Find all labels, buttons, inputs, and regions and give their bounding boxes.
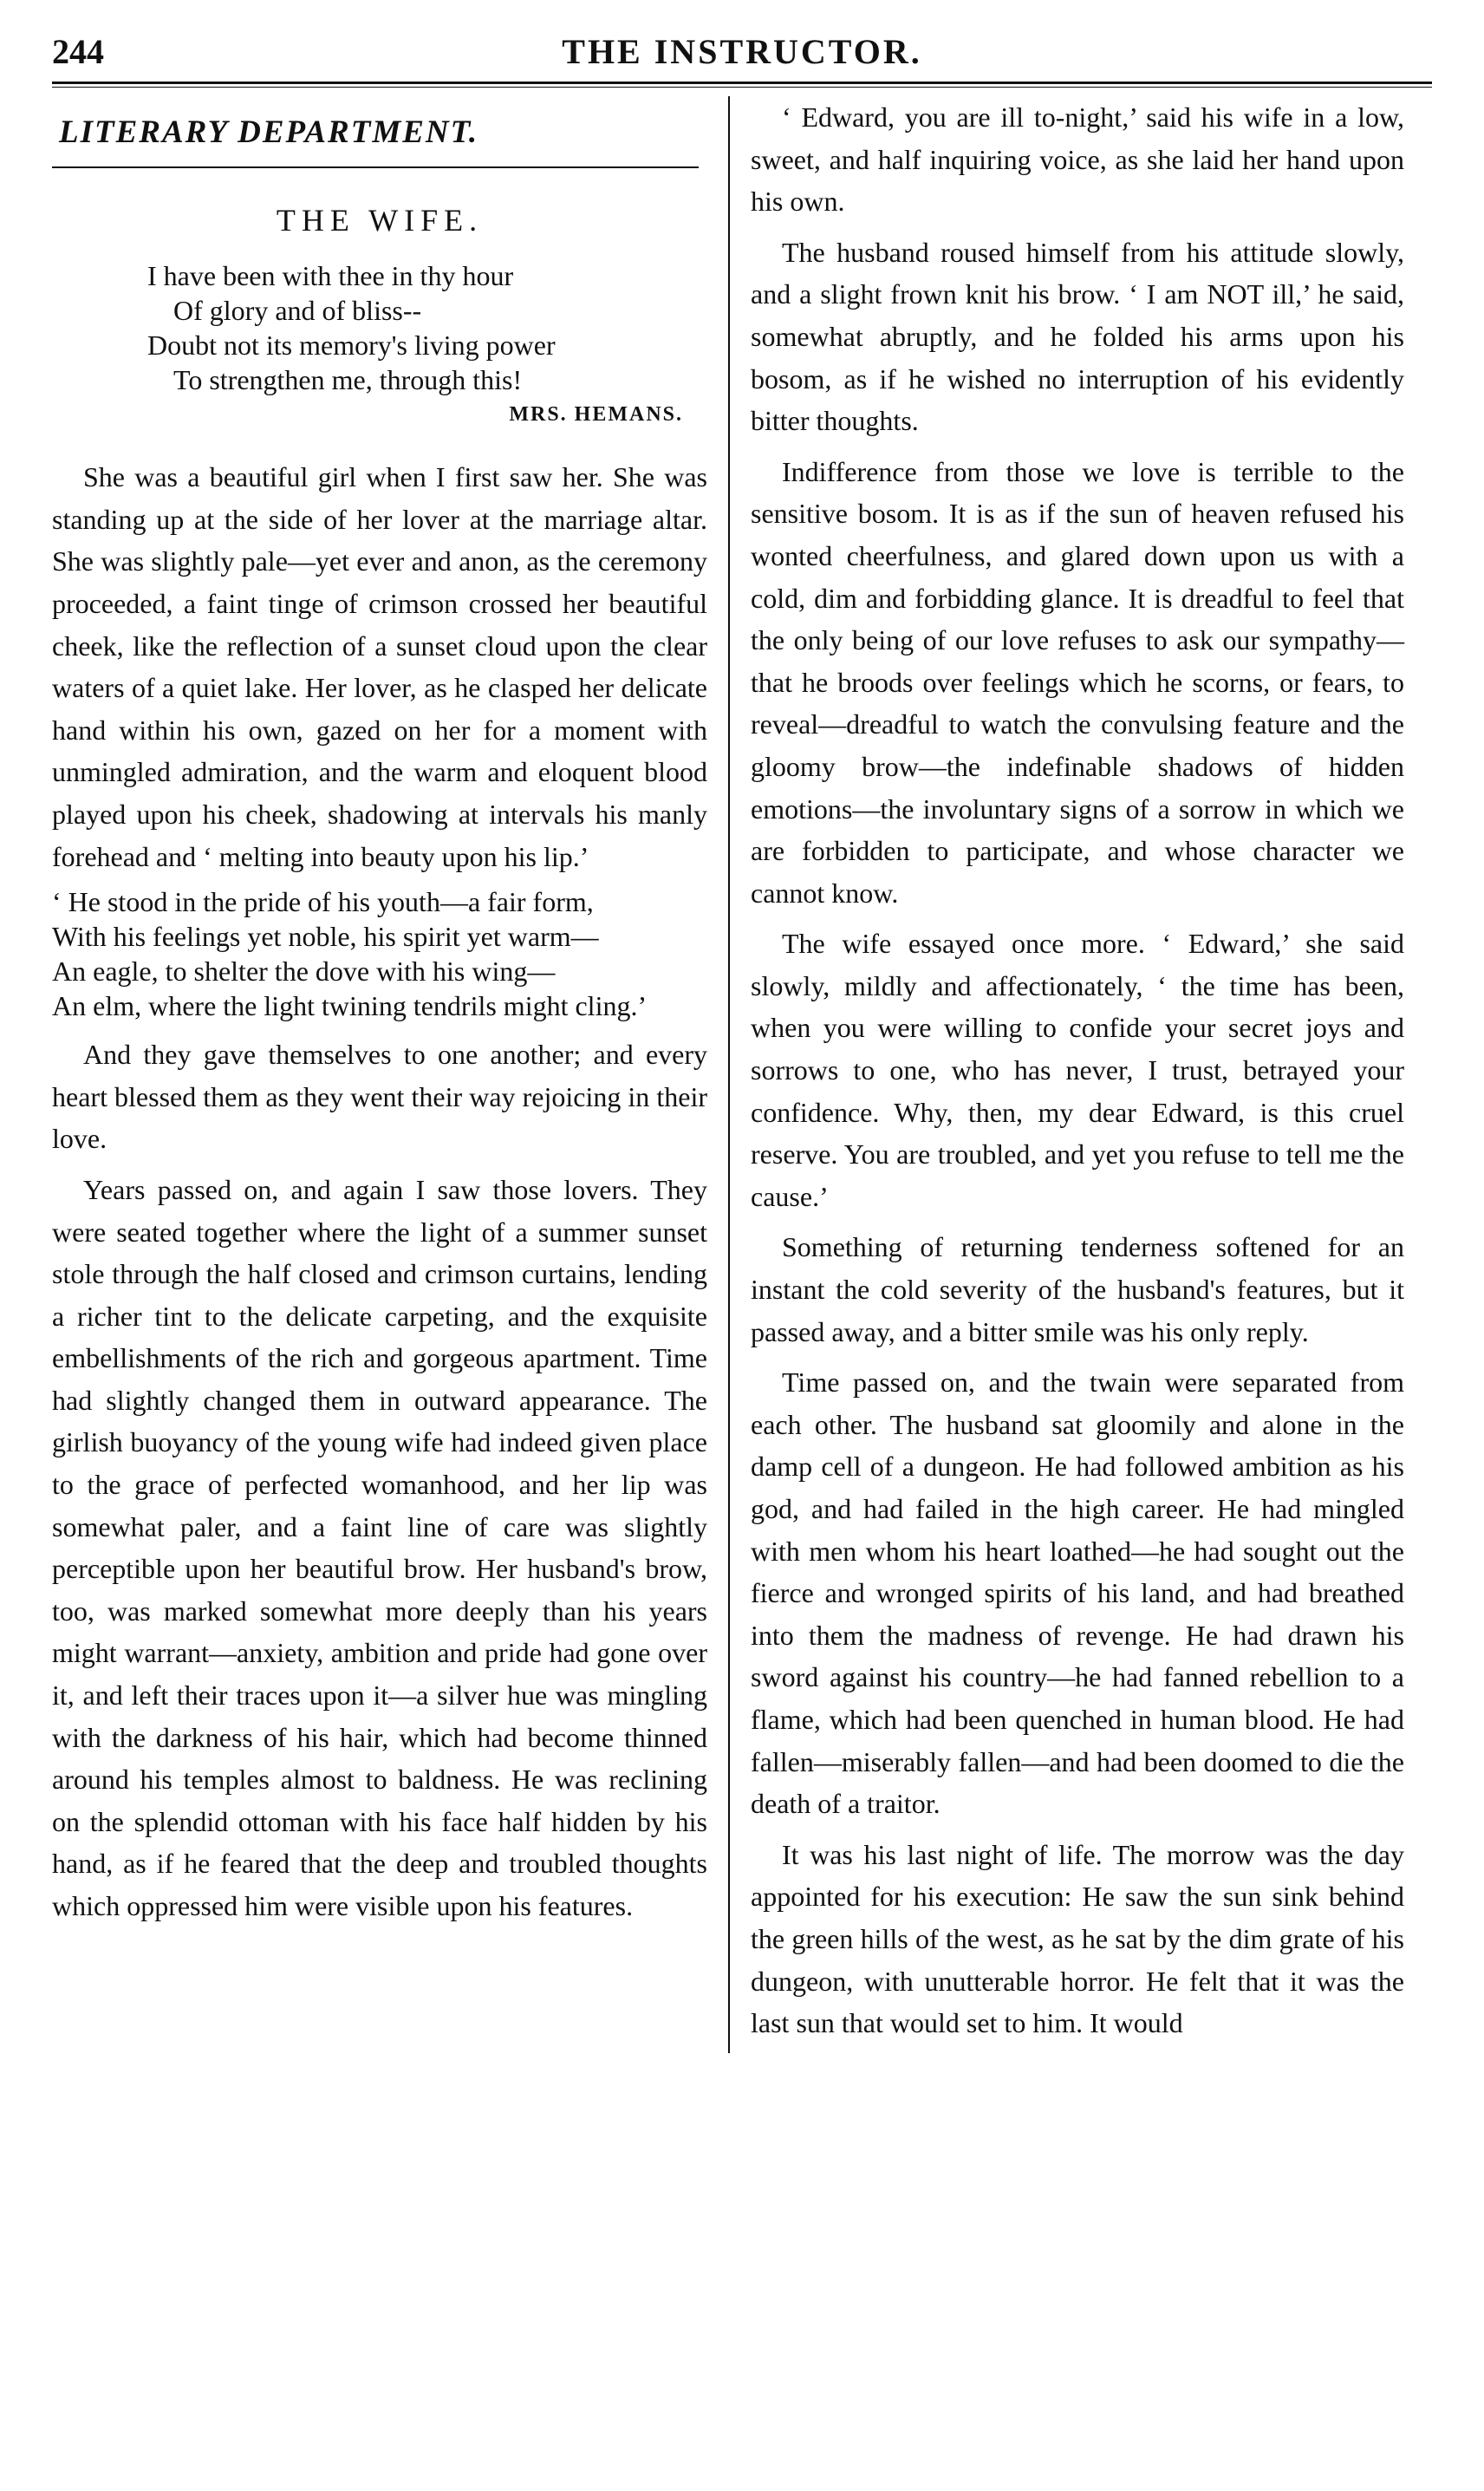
paragraph: Indifference from those we love is terrible to the sensitive bosom. It is as if the sun of heaven refused his wonted cheerfulness, and glared down upon us with a cold, dim and forbidding glance. It is dreadful to feel that the only being of our love refuses to ask our sympathy—that he broods over feelings which he scorns, or fears, to reveal—dreadful to watch the convulsing feature and the gloomy brow—the indefinable shadows of hidden emotions—the involuntary signs of a sorrow in which we are forbidden to participate, and whose character we cannot know. — [751, 455, 1404, 909]
epigraph-line: Of glory and of bliss-- — [173, 295, 422, 327]
paragraph: The wife essayed once more. ‘ Edward,’ she said slowly, mildly and affectionately, ‘ the time has been, when you were willing to confide your secret joys and sorrows to one, who has never, I trust, betrayed your confidence. Why, then, my dear Edward, is this cruel reserve. You are troubled, and yet you refuse to tell me the cause.’ — [751, 928, 1404, 1212]
page-number: 244 — [52, 32, 104, 71]
paragraph: Time passed on, and the twain were separated from each other. The husband sat gloomily and alone in the damp cell of a dungeon. He had followed ambition as his god, and had failed in the high career. He had mingled with men whom his heart loathed—he had sought out the fierce and wronged spirits of his land, and had breathed into them the madness of revenge. He had drawn his sword against his country—he had fanned rebellion to a flame, which had been quenched in human blood. He had fallen—miserably fallen—and had been doomed to die the death of a traitor. — [751, 1366, 1404, 1820]
header-rule — [52, 82, 1432, 88]
right-column — [728, 96, 1404, 2053]
epigraph-line: I have been with thee in thy hour — [147, 260, 514, 292]
paragraph: Something of returning tenderness softened for an instant the cold severity of the husband's features, but it passed away, and a bitter smile was his only reply. — [751, 1231, 1404, 1347]
article-columns — [52, 96, 1432, 2053]
epigraph — [147, 258, 707, 432]
poem-line: An eagle, to shelter the dove with his wing— — [52, 955, 556, 988]
poem-line: ‘ He stood in the pride of his youth—a fair form, — [52, 886, 594, 918]
poem-line: An elm, where the light twining tendrils might cling.’ — [52, 990, 648, 1022]
epigraph-line: Doubt not its memory's living power — [147, 329, 556, 362]
paragraph: The husband roused himself from his attitude slowly, and a slight frown knit his brow. ‘ I am NOT ill,’ he said, somewhat abruptly, and he folded his arms upon his bosom, as if he wished no interruption of his evidently bitter thoughts. — [751, 236, 1404, 437]
paragraph: Years passed on, and again I saw those lovers. They were seated together where the light of a summer sunset stole through the half closed and crimson curtains, lending a richer tint to the delicate carpeting, and the exquisite embellishments of the rich and gorgeous apartment. Time had slightly changed them in outward appearance. The girlish buoyancy of the young wife had indeed given place to the grace of perfected womanhood, and her lip was somewhat paler, and a faint line of care was slightly perceptible upon her beautiful brow. Her husband's brow, too, was marked somewhat more deeply than his years might warrant—anxiety, ambition and pride had gone over it, and left their traces upon it—a silver hue was mingling with the darkness of his hair, which had become thinned around his temples almost to baldness. He was reclining on the splendid ottoman with his face half hidden by his hand, as if he feared that the deep and troubled thoughts which oppressed him were visible upon his features. — [52, 1173, 707, 1921]
paragraph: ‘ Edward, you are ill to-night,’ said his wife in a low, sweet, and half inquiring voice, as she laid her hand upon his own. — [751, 101, 1404, 218]
left-column — [52, 96, 728, 2053]
epigraph-author: MRS. HEMANS. — [509, 403, 683, 427]
poem-quote — [52, 886, 707, 1021]
journal-title: THE INSTRUCTOR. — [562, 32, 922, 71]
article-title: THE WIFE. — [276, 202, 484, 238]
department-heading: LITERARY DEPARTMENT. — [59, 114, 479, 150]
department-rule — [52, 166, 699, 168]
paragraph: It was his last night of life. The morrow was the day appointed for his execution: He saw the sun sink behind the green hills of the west, as he sat by the dim grate of his dungeon, with unutterable horror. He felt that it was the last sun that would set to him. It would — [751, 1838, 1404, 2039]
running-head — [52, 24, 1432, 82]
poem-line: With his feelings yet noble, his spirit yet warm— — [52, 921, 599, 953]
paragraph: She was a beautiful girl when I first saw her. She was standing up at the side of her lover at the marriage altar. She was slightly pale—yet ever and anon, as the ceremony proceeded, a faint tinge of crimson crossed her beautiful cheek, like the reflection of a sunset cloud upon the clear waters of a quiet lake. Her lover, as he clasped her delicate hand within his own, gazed on her for a moment with unmingled admiration, and the warm and eloquent blood played upon his cheek, shadowing at intervals his manly forehead and ‘ melting into beauty upon his lip.’ — [52, 461, 707, 872]
paragraph: And they gave themselves to one another; and every heart blessed them as they went their way rejoicing in their love. — [52, 1039, 707, 1155]
epigraph-line: To strengthen me, through this! — [173, 364, 523, 396]
